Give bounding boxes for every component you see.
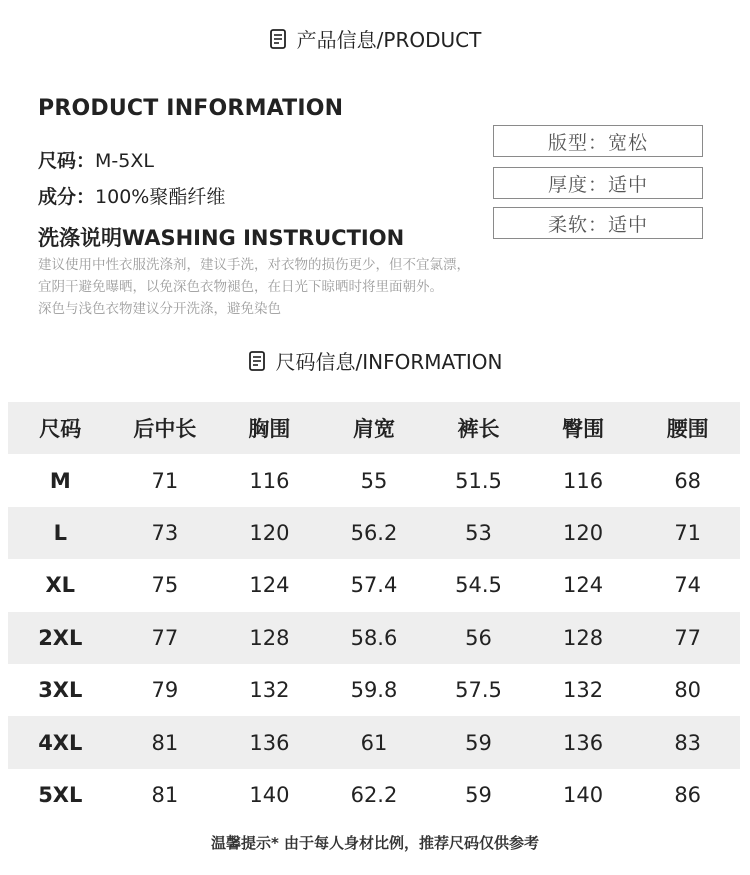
attribute-fit: 版型：宽松 xyxy=(493,125,703,157)
size-cell: XL xyxy=(45,573,76,598)
size-section-header xyxy=(0,346,750,375)
table-cell: 128 xyxy=(563,625,604,650)
attribute-softness: 柔软：适中 xyxy=(493,207,703,239)
page-title: 产品信息/PRODUCT xyxy=(296,28,482,52)
table-cell: 124 xyxy=(249,573,290,598)
table-cell: 132 xyxy=(563,678,604,703)
table-row xyxy=(8,716,740,768)
table-cell: 140 xyxy=(563,782,604,807)
table-cell: 136 xyxy=(249,730,290,755)
table-cell: 62.2 xyxy=(350,782,398,807)
size-cell: M xyxy=(49,468,71,493)
size-range-line xyxy=(38,146,154,173)
column-header: 肩宽 xyxy=(352,417,395,442)
table-cell: 56 xyxy=(465,625,492,650)
washing-line: 宜阴干避免曝晒，以免深色衣物褪色，在日光下晾晒时将里面朝外。 xyxy=(38,279,443,295)
product-section-header xyxy=(0,24,750,53)
column-header: 胸围 xyxy=(248,417,291,442)
table-cell: 73 xyxy=(151,520,179,545)
size-range-value: M-5XL xyxy=(95,150,154,172)
table-row xyxy=(8,559,740,611)
table-cell: 56.2 xyxy=(350,520,398,545)
size-section-title: 尺码信息/INFORMATION xyxy=(275,350,503,374)
table-cell: 79 xyxy=(151,678,179,703)
table-cell: 75 xyxy=(151,573,179,598)
table-cell: 51.5 xyxy=(455,468,502,493)
column-header: 尺码 xyxy=(39,417,82,442)
document-icon xyxy=(269,28,289,50)
table-header-row xyxy=(8,402,740,454)
column-header: 后中长 xyxy=(133,417,197,442)
table-row xyxy=(8,507,740,559)
washing-title: 洗涤说明WASHING INSTRUCTION xyxy=(38,226,405,250)
table-cell: 59 xyxy=(465,730,492,755)
size-cell: 3XL xyxy=(38,678,83,703)
table-cell: 140 xyxy=(249,782,290,807)
table-cell: 55 xyxy=(360,468,388,493)
table-cell: 116 xyxy=(249,468,290,493)
table-cell: 74 xyxy=(674,573,702,598)
table-cell: 120 xyxy=(249,520,290,545)
size-range-key: 尺码： xyxy=(38,150,96,172)
table-cell: 71 xyxy=(151,468,179,493)
table-cell: 77 xyxy=(151,625,179,650)
table-cell: 136 xyxy=(563,730,604,755)
table-cell: 81 xyxy=(151,782,179,807)
material-key: 成分： xyxy=(38,186,96,208)
table-cell: 68 xyxy=(674,468,702,493)
table-cell: 54.5 xyxy=(455,573,502,598)
column-header: 裤长 xyxy=(457,417,500,442)
table-cell: 61 xyxy=(360,730,388,755)
washing-instructions xyxy=(38,254,558,320)
table-row xyxy=(8,454,740,506)
material-line xyxy=(38,182,225,209)
footer-note: 温馨提示* 由于每人身材比例，推荐尺码仅供参考 xyxy=(210,834,540,852)
table-cell: 80 xyxy=(674,678,702,703)
table-row xyxy=(8,612,740,664)
attribute-thickness: 厚度：适中 xyxy=(493,167,703,199)
material-value: 100%聚酯纤维 xyxy=(95,186,226,208)
table-cell: 132 xyxy=(249,678,290,703)
size-cell: 5XL xyxy=(38,782,83,807)
table-cell: 77 xyxy=(674,625,702,650)
product-info-heading: PRODUCT INFORMATION xyxy=(38,96,344,121)
table-cell: 116 xyxy=(563,468,604,493)
document-icon xyxy=(248,350,268,372)
column-header: 臀围 xyxy=(562,417,605,442)
table-cell: 71 xyxy=(674,520,702,545)
size-table xyxy=(8,402,740,821)
washing-line: 建议使用中性衣服洗涤剂，建议手洗，对衣物的损伤更少，但不宜氯漂， xyxy=(38,257,470,273)
table-cell: 86 xyxy=(674,782,702,807)
table-cell: 83 xyxy=(674,730,702,755)
table-cell: 57.4 xyxy=(350,573,398,598)
table-cell: 81 xyxy=(151,730,179,755)
table-cell: 59.8 xyxy=(350,678,398,703)
size-cell: L xyxy=(53,520,67,545)
table-cell: 59 xyxy=(465,782,492,807)
size-cell: 2XL xyxy=(38,625,83,650)
table-row xyxy=(8,769,740,821)
table-cell: 120 xyxy=(563,520,604,545)
size-cell: 4XL xyxy=(38,730,83,755)
column-header: 腰围 xyxy=(666,417,709,442)
washing-line: 深色与浅色衣物建议分开洗涤，避免染色 xyxy=(38,301,281,317)
table-cell: 124 xyxy=(563,573,604,598)
table-row xyxy=(8,664,740,716)
table-cell: 58.6 xyxy=(350,625,398,650)
table-cell: 57.5 xyxy=(455,678,502,703)
table-cell: 128 xyxy=(249,625,290,650)
table-cell: 53 xyxy=(465,520,492,545)
